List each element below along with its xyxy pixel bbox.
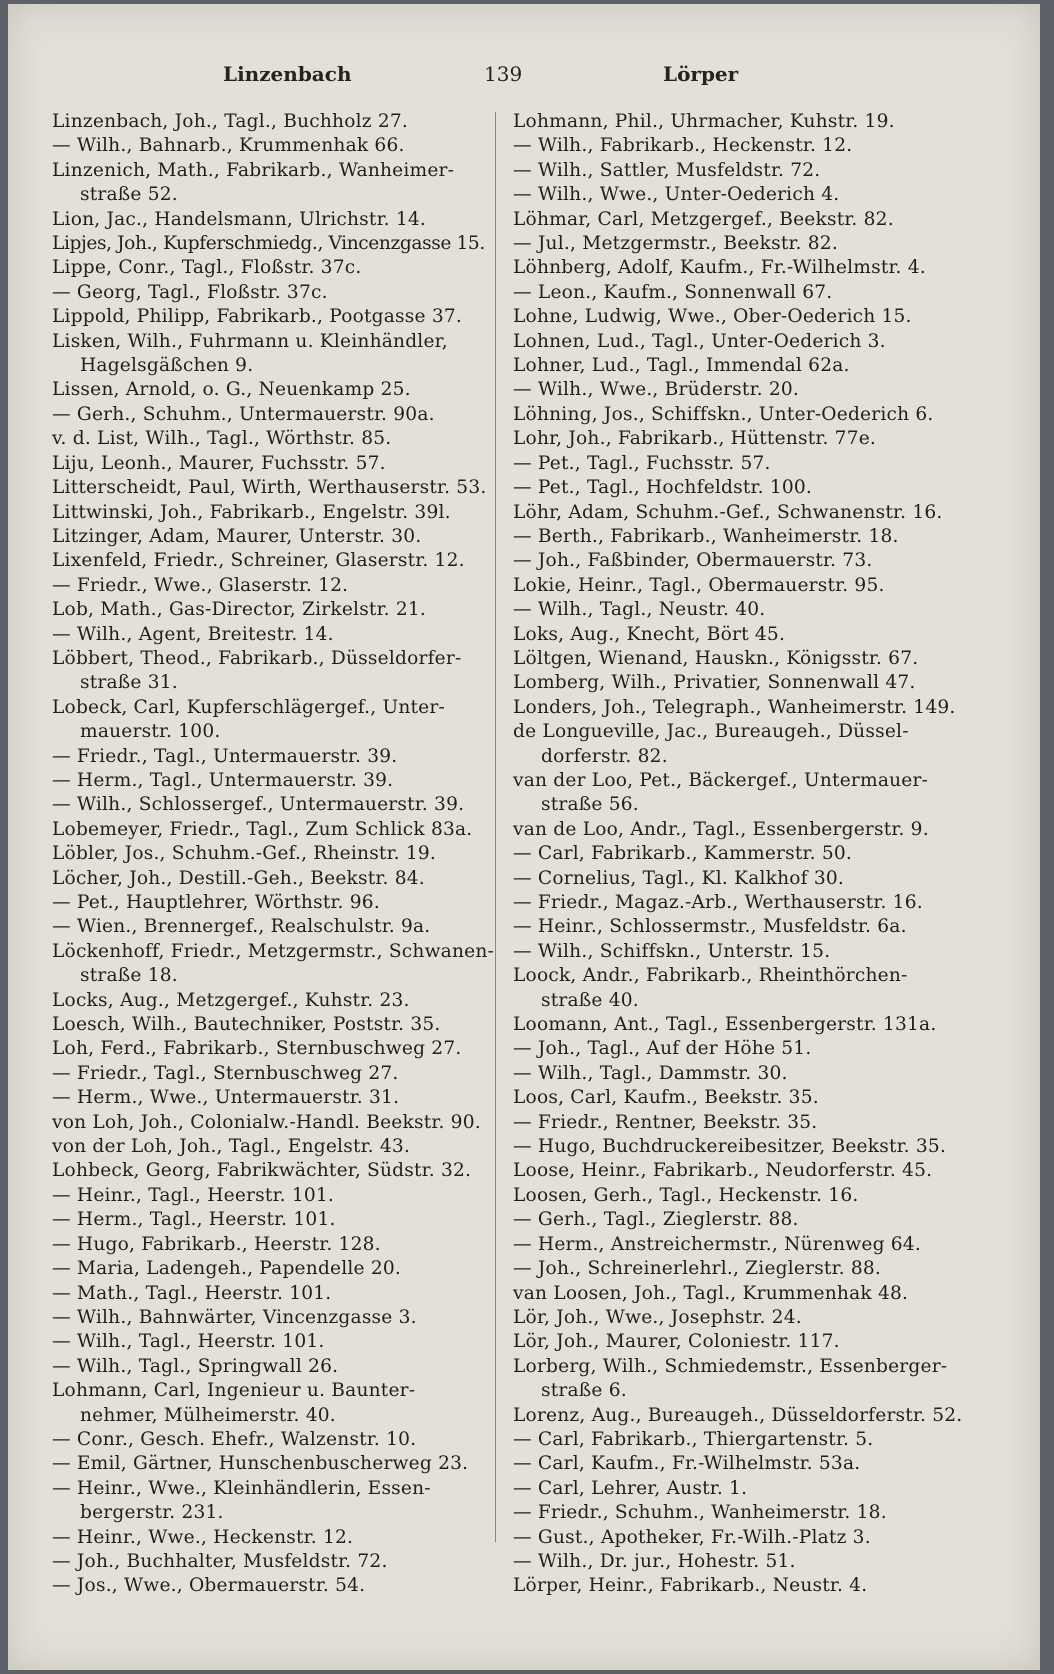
directory-page bbox=[8, 4, 1040, 1670]
entry-line: Lohbeck, Georg, Fabrikwächter, Südstr. 32. bbox=[52, 1160, 472, 1182]
entry-line: — Pet., Hauptlehrer, Wörthstr. 96. bbox=[52, 892, 380, 913]
entry-line: Lippe, Conr., Tagl., Floßstr. 37c. bbox=[52, 257, 362, 279]
entry-line: Lohmann, Carl, Ingenieur u. Baunter- bbox=[52, 1380, 416, 1402]
entry-continuation-line: straße 56. bbox=[541, 794, 639, 816]
entry-line: Linzenbach, Joh., Tagl., Buchholz 27. bbox=[52, 111, 409, 132]
entry-line: Loesch, Wilh., Bautechniker, Poststr. 35. bbox=[52, 1014, 441, 1036]
entry-line: — Joh., Schreinerlehrl., Zieglerstr. 88. bbox=[513, 1258, 882, 1280]
entry-line: — Wilh., Tagl., Heerstr. 101. bbox=[52, 1331, 325, 1353]
entry-continuation-line: dorferstr. 82. bbox=[541, 745, 668, 767]
entry-line: — Friedr., Rentner, Beekstr. 35. bbox=[513, 1111, 818, 1133]
entry-line: Lohnen, Lud., Tagl., Unter-Oederich 3. bbox=[513, 330, 886, 352]
entry-line: — Wilh., Bahnarb., Krummenhak 66. bbox=[52, 135, 405, 157]
entry-line: — Gerh., Schuhm., Untermauerstr. 90a. bbox=[52, 403, 435, 425]
entry-line: Löbbert, Theod., Fabrikarb., Düsseldorfer- bbox=[52, 647, 462, 669]
entry-line: Löhning, Jos., Schiffskn., Unter-Oederich 6. bbox=[513, 403, 934, 425]
entry-line: — Berth., Fabrikarb., Wanheimerstr. 18. bbox=[513, 525, 899, 547]
entry-line: Linzenich, Math., Fabrikarb., Wanheimer- bbox=[52, 159, 455, 181]
entry-line: — Carl, Lehrer, Austr. 1. bbox=[513, 1477, 748, 1499]
entry-line: Lör, Joh., Wwe., Josephstr. 24. bbox=[513, 1306, 802, 1328]
entry-line: Löltgen, Wienand, Hauskn., Königsstr. 67. bbox=[513, 647, 919, 669]
entry-line: — Maria, Ladengeh., Papendelle 20. bbox=[52, 1258, 402, 1280]
page-number: 139 bbox=[484, 62, 523, 86]
entry-line: Locks, Aug., Metzgergef., Kuhstr. 23. bbox=[52, 989, 410, 1011]
entry-continuation-line: Hagelsgäßchen 9. bbox=[80, 355, 254, 377]
entry-line: Lob, Math., Gas-Director, Zirkelstr. 21. bbox=[52, 599, 427, 621]
entry-line: Lohner, Lud., Tagl., Immendal 62a. bbox=[513, 355, 850, 377]
entry-line: — Joh., Faßbinder, Obermauerstr. 73. bbox=[513, 550, 873, 572]
entry-line: Lippold, Philipp, Fabrikarb., Pootgasse 37. bbox=[52, 306, 463, 328]
entry-line: Lobeck, Carl, Kupferschlägergef., Unter- bbox=[52, 696, 445, 718]
entry-line: Loos, Carl, Kaufm., Beekstr. 35. bbox=[513, 1087, 819, 1109]
entry-line: — Carl, Fabrikarb., Thiergartenstr. 5. bbox=[513, 1428, 874, 1450]
entry-line: Lixenfeld, Friedr., Schreiner, Glaserstr. 12. bbox=[52, 550, 465, 572]
entry-line: — Wilh., Tagl., Springwall 26. bbox=[52, 1355, 339, 1377]
entry-line: — Wilh., Schlossergef., Untermauerstr. 39. bbox=[52, 794, 465, 816]
entry-line: — Herm., Anstreichermstr., Nürenweg 64. bbox=[513, 1233, 921, 1255]
entry-line: Lokie, Heinr., Tagl., Obermauerstr. 95. bbox=[513, 574, 885, 596]
entry-line: — Jos., Wwe., Obermauerstr. 54. bbox=[52, 1575, 366, 1597]
entry-line: Loosen, Gerh., Tagl., Heckenstr. 16. bbox=[513, 1184, 859, 1206]
entry-line: Lorenz, Aug., Bureaugeh., Düsseldorferstr. 52. bbox=[513, 1404, 963, 1426]
entry-line: Lör, Joh., Maurer, Coloniestr. 117. bbox=[513, 1331, 840, 1353]
entry-line: Lion, Jac., Handelsmann, Ulrichstr. 14. bbox=[52, 208, 427, 230]
entry-continuation-line: straße 6. bbox=[541, 1380, 627, 1402]
entry-line: Löckenhoff, Friedr., Metzgermstr., Schwanen- bbox=[52, 940, 495, 962]
entry-line: — Wilh., Wwe., Brüderstr. 20. bbox=[513, 379, 800, 401]
entry-line: Löhnberg, Adolf, Kaufm., Fr.-Wilhelmstr. 4. bbox=[513, 257, 926, 279]
entry-line: — Friedr., Wwe., Glaserstr. 12. bbox=[52, 574, 349, 596]
entry-line: — Heinr., Schlossermstr., Musfeldstr. 6a. bbox=[513, 916, 907, 938]
entry-line: — Cornelius, Tagl., Kl. Kalkhof 30. bbox=[513, 867, 845, 889]
entry-line: von Loh, Joh., Colonialw.-Handl. Beekstr. 90. bbox=[52, 1111, 481, 1133]
entry-line: — Heinr., Wwe., Heckenstr. 12. bbox=[52, 1526, 354, 1548]
entry-line: — Friedr., Schuhm., Wanheimerstr. 18. bbox=[513, 1502, 887, 1524]
entry-line: Liju, Leonh., Maurer, Fuchsstr. 57. bbox=[52, 452, 386, 474]
entry-line: van de Loo, Andr., Tagl., Essenbergerstr. 9. bbox=[513, 818, 929, 840]
entry-line: Löhmar, Carl, Metzgergef., Beekstr. 82. bbox=[513, 208, 894, 230]
entry-continuation-line: straße 31. bbox=[80, 672, 178, 694]
entry-line: Loks, Aug., Knecht, Bört 45. bbox=[513, 623, 786, 645]
entry-line: Lomberg, Wilh., Privatier, Sonnenwall 47. bbox=[513, 672, 916, 694]
entry-line: Littwinski, Joh., Fabrikarb., Engelstr. 39l. bbox=[52, 501, 451, 523]
entry-line: — Gust., Apotheker, Fr.-Wilh.-Platz 3. bbox=[513, 1526, 871, 1548]
entry-line: van Loosen, Joh., Tagl., Krummenhak 48. bbox=[513, 1282, 909, 1304]
entry-continuation-line: straße 40. bbox=[541, 989, 639, 1011]
entry-line: Lohr, Joh., Fabrikarb., Hüttenstr. 77e. bbox=[513, 428, 877, 450]
entry-line: Londers, Joh., Telegraph., Wanheimerstr. 149. bbox=[513, 696, 956, 718]
right-column bbox=[513, 110, 968, 1599]
running-head-left: Linzenbach bbox=[223, 62, 352, 86]
entry-line: v. d. List, Wilh., Tagl., Wörthstr. 85. bbox=[52, 428, 392, 450]
entry-line: — Herm., Wwe., Untermauerstr. 31. bbox=[52, 1087, 400, 1109]
entry-line: Loose, Heinr., Fabrikarb., Neudorferstr. 45. bbox=[513, 1160, 933, 1182]
entry-line: — Pet., Tagl., Fuchsstr. 57. bbox=[513, 452, 771, 474]
entry-line: Lohne, Ludwig, Wwe., Ober-Oederich 15. bbox=[513, 306, 912, 328]
left-column bbox=[52, 110, 507, 1599]
entry-line: Lorberg, Wilh., Schmiedemstr., Essenberger- bbox=[513, 1355, 948, 1377]
page-header bbox=[8, 62, 1040, 102]
entry-line: — Gerh., Tagl., Zieglerstr. 88. bbox=[513, 1209, 799, 1231]
entry-line: — Wilh., Tagl., Dammstr. 30. bbox=[513, 1062, 788, 1084]
entry-continuation-line: mauerstr. 100. bbox=[80, 721, 221, 743]
entry-line: — Hugo, Fabrikarb., Heerstr. 128. bbox=[52, 1233, 381, 1255]
entry-line: — Wilh., Agent, Breitestr. 14. bbox=[52, 623, 334, 645]
entry-line: — Math., Tagl., Heerstr. 101. bbox=[52, 1282, 332, 1304]
entry-line: — Carl, Fabrikarb., Kammerstr. 50. bbox=[513, 843, 852, 865]
entry-line: — Wilh., Wwe., Unter-Oederich 4. bbox=[513, 184, 840, 206]
entry-line: — Wilh., Schiffskn., Unterstr. 15. bbox=[513, 940, 831, 962]
entry-line: Löbler, Jos., Schuhm.-Gef., Rheinstr. 19. bbox=[52, 843, 437, 865]
entry-line: — Carl, Kaufm., Fr.-Wilhelmstr. 53a. bbox=[513, 1453, 861, 1475]
entry-continuation-line: bergerstr. 231. bbox=[80, 1502, 224, 1524]
entry-line: — Heinr., Tagl., Heerstr. 101. bbox=[52, 1184, 335, 1206]
entry-line: — Wilh., Fabrikarb., Heckenstr. 12. bbox=[513, 135, 853, 157]
entry-line: — Conr., Gesch. Ehefr., Walzenstr. 10. bbox=[52, 1428, 417, 1450]
column-divider bbox=[495, 112, 496, 1542]
entry-line: — Pet., Tagl., Hochfeldstr. 100. bbox=[513, 477, 813, 499]
entry-line: Löhr, Adam, Schuhm.-Gef., Schwanenstr. 16. bbox=[513, 501, 943, 523]
entry-line: van der Loo, Pet., Bäckergef., Untermauer- bbox=[513, 769, 929, 791]
entry-line: — Joh., Buchhalter, Musfeldstr. 72. bbox=[52, 1550, 388, 1572]
entry-line: — Emil, Gärtner, Hunschenbuscherweg 23. bbox=[52, 1453, 469, 1475]
entry-line: — Wien., Brennergef., Realschulstr. 9a. bbox=[52, 916, 431, 938]
entry-line: Loock, Andr., Fabrikarb., Rheinthörchen- bbox=[513, 965, 908, 987]
entry-line: — Herm., Tagl., Heerstr. 101. bbox=[52, 1209, 336, 1231]
entry-line: — Friedr., Magaz.-Arb., Werthauserstr. 16. bbox=[513, 892, 923, 913]
entry-line: — Wilh., Dr. jur., Hohestr. 51. bbox=[513, 1550, 796, 1572]
entry-line: — Herm., Tagl., Untermauerstr. 39. bbox=[52, 769, 394, 791]
entry-line: Löcher, Joh., Destill.-Geh., Beekstr. 84. bbox=[52, 867, 425, 889]
running-head-right: Lörper bbox=[663, 62, 739, 86]
entry-line: Lobemeyer, Friedr., Tagl., Zum Schlick 83a. bbox=[52, 818, 473, 840]
entry-line: von der Loh, Joh., Tagl., Engelstr. 43. bbox=[52, 1136, 411, 1158]
entry-continuation-line: nehmer, Mülheimerstr. 40. bbox=[80, 1404, 336, 1426]
entry-line: Litterscheidt, Paul, Wirth, Werthauserstr. 53. bbox=[52, 477, 487, 499]
entry-line: — Wilh., Sattler, Musfeldstr. 72. bbox=[513, 159, 821, 181]
entry-line: — Wilh., Bahnwärter, Vincenzgasse 3. bbox=[52, 1306, 417, 1328]
entry-line: Lörper, Heinr., Fabrikarb., Neustr. 4. bbox=[513, 1575, 868, 1597]
entry-continuation-line: straße 18. bbox=[80, 965, 178, 987]
entry-line: — Friedr., Tagl., Sternbuschweg 27. bbox=[52, 1062, 399, 1084]
entry-line: Loh, Ferd., Fabrikarb., Sternbuschweg 27. bbox=[52, 1038, 462, 1060]
entry-line: Lisken, Wilh., Fuhrmann u. Kleinhändler, bbox=[52, 330, 448, 352]
entry-line: — Joh., Tagl., Auf der Höhe 51. bbox=[513, 1038, 812, 1060]
entry-line: Loomann, Ant., Tagl., Essenbergerstr. 131a. bbox=[513, 1014, 937, 1036]
entry-line: — Hugo, Buchdruckereibesitzer, Beekstr. 35. bbox=[513, 1136, 947, 1158]
entry-line: Litzinger, Adam, Maurer, Unterstr. 30. bbox=[52, 525, 422, 547]
entry-line: — Wilh., Tagl., Neustr. 40. bbox=[513, 599, 766, 621]
entry-line: de Longueville, Jac., Bureaugeh., Düssel- bbox=[513, 721, 909, 743]
entry-continuation-line: straße 52. bbox=[80, 184, 178, 206]
entry-line: Lissen, Arnold, o. G., Neuenkamp 25. bbox=[52, 379, 411, 401]
entry-line: — Leon., Kaufm., Sonnenwall 67. bbox=[513, 281, 833, 303]
entry-line: — Georg, Tagl., Floßstr. 37c. bbox=[52, 281, 328, 303]
entry-line: Lohmann, Phil., Uhrmacher, Kuhstr. 19. bbox=[513, 111, 895, 132]
entry-line: — Friedr., Tagl., Untermauerstr. 39. bbox=[52, 745, 398, 767]
entry-line: — Jul., Metzgermstr., Beekstr. 82. bbox=[513, 233, 838, 255]
entry-line: — Heinr., Wwe., Kleinhändlerin, Essen- bbox=[52, 1477, 431, 1499]
entry-line: Lipjes, Joh., Kupferschmiedg., Vincenzgasse 15. bbox=[52, 233, 485, 255]
